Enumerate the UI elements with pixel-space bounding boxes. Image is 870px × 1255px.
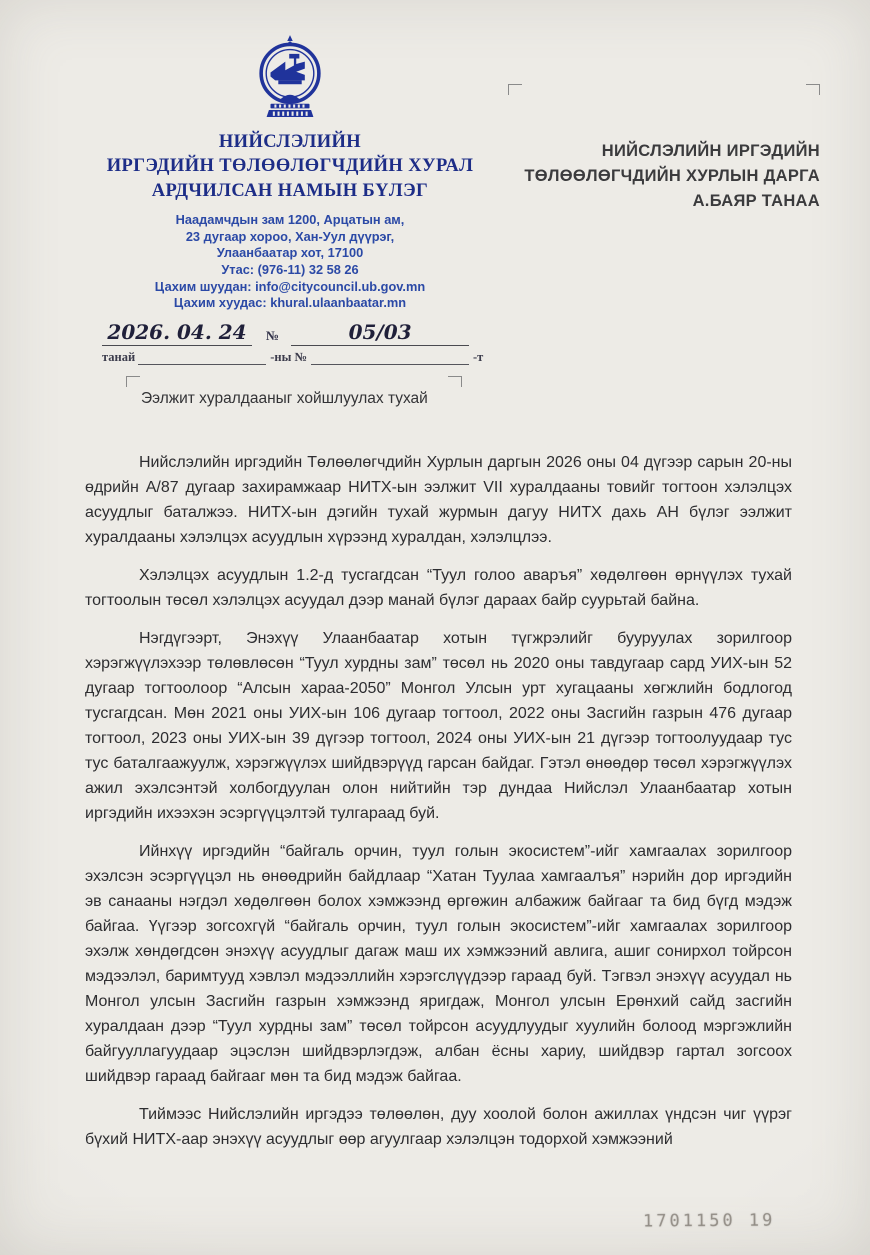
org-name: [88, 130, 492, 203]
phone-line: Утас: (976-11) 32 58 26: [221, 262, 359, 278]
stamp-number: 1701150 19: [642, 1210, 776, 1232]
reference-row: [102, 350, 492, 365]
reference-blank: [311, 364, 469, 365]
org-name-line: ИРГЭДИЙН ТӨЛӨӨЛӨГЧДИЙН ХУРАЛ: [106, 156, 474, 177]
letterhead: [88, 34, 492, 365]
date-field: [102, 320, 252, 346]
address-line: Наадамчдын зам 1200, Арцатын ам,: [175, 212, 405, 228]
address-line: 23 дугаар хороо, Хан-Уул дүүрэг,: [185, 228, 395, 244]
handwritten-doc-number: 05/03: [348, 319, 412, 344]
reference-prefix-label: танай: [102, 349, 136, 364]
corner-bracket-icon: [508, 84, 522, 95]
recipient-line: А.БАЯР ТАНАА: [692, 192, 820, 211]
recipient-line: НИЙСЛЭЛИЙН ИРГЭДИЙН: [601, 142, 820, 160]
website-line: Цахим хуудас: khural.ulaanbaatar.mn: [173, 295, 407, 311]
address-block: [88, 212, 492, 312]
khural-emblem-icon: [251, 34, 329, 122]
logo-wrap: [88, 34, 492, 126]
corner-bracket-icon: [448, 376, 462, 387]
subject-line: Ээлжит хуралдааныг хойшлуулах тухай: [141, 390, 428, 407]
body-paragraph: Тиймээс Нийслэлийн иргэдээ төлөөлөн, дуу хоолой болон ажиллах үндсэн чиг үүрэг бүхий НИТХ-аар энэхүү асуудлыг өөр агуулгаар хэлэлцэн тодорхой хэмжээний: [85, 1106, 792, 1148]
body-paragraph: Хэлэлцэх асуудлын 1.2-д тусгагдсан “Туул голоо аваръя” хөдөлгөөн өрнүүлэх тухай тогтоолын төсөл хэлэлцэх асуудал дээр манай бүлэг дараах байр суурьтай байна.: [85, 567, 792, 609]
email-line: Цахим шуудан: info@citycouncil.ub.gov.mn: [154, 278, 426, 294]
corner-bracket-icon: [126, 376, 140, 387]
registration-lines: [88, 320, 492, 365]
handwritten-date: 2026. 04. 24: [107, 319, 247, 344]
recipient-line: ТӨЛӨӨЛӨГЧДИЙН ХУРЛЫН ДАРГА: [524, 167, 820, 186]
date-number-row: [102, 320, 492, 346]
org-name-line: АРДЧИЛСАН НАМЫН БҮЛЭГ: [151, 180, 429, 201]
reference-suffix-label: -т: [473, 349, 484, 364]
address-line: Улаанбаатар хот, 17100: [216, 245, 364, 261]
body-paragraph: Ийнхүү иргэдийн “байгаль орчин, туул голын экосистем”-ийг хамгаалах зорилгоор эхэлсэн эсэргүүцэл нь өнөөдрийн байдлаар “Хатан Туулаа хамгаалъя” нэрийн дор иргэдийн эв санааны нэгдэл хөдөлгөөн болох хэмжээнд өргөжин албажиж байгааг та бид бүгд мэдэж байгаа. Үүгээр зогсохгүй “байгаль орчин, туул голын экосистем”-ийг хамгаалах зорилгоор эхэлж хөндөгдсөн энэхүү асуудлыг дагаж маш их хэмжээний авлига, ашиг сонирхол тойрсон мэдээлэл, баримтууд хэвлэл мэдээллийн хэрэгслүүдээр гараад буй. Тэгвэл энэхүү асуудал нь Монгол улсын Засгийн газрын хэмжээнд яригдаж, Монгол улсын Ерөнхий сайд засгийн хуралдаан дээр “Туул хурдны зам” төсөл тойрсон асуудлуудыг хуулийн болоод мэргэжлийн байгууллагуудаар эцэслэн шийдвэрлэгдэж, албан ёсны хариу, шийдвэр гартал зогсоох шийдвэр гараад байгааг мөн та бид мэдэж байгаа.: [85, 843, 792, 1085]
recipient-block: [524, 139, 820, 214]
number-sign: №: [266, 327, 280, 343]
reference-blank: [138, 364, 266, 365]
body-paragraph: Нэгдүгээрт, Энэхүү Улаанбаатар хотын түгжрэлийг бууруулах зорилгоор хэрэгжүүлэхээр төлөвлөсөн “Туул хурдны зам” төсөл нь 2020 оны тавдугаар сард УИХ-ын 52 дугаар тогтоолоор “Алсын хараа-2050” Монгол Улсын урт хугацааны хөгжлийн бодлогод тусгагдсан. Мөн 2021 оны УИХ-ын 106 дугаар тогтоол, 2022 оны Засгийн газрын 476 дугаар тогтоол, 2023 оны УИХ-ын 39 дүгээр тогтоол, 2024 оны УИХ-ын 21 дүгээр тогтоолуудаар тус тус баталгаажуулж, хэрэгжүүлэх шийдвэрүүд гарсан байдаг. Гэтэл өнөөдөр төсөл хэрэгжүүлэх ажил эхэлсэнтэй холбогдуулан олон нийтийн тэр дундаа Нийслэл Улаанбаатар хотын иргэдийн ихээхэн эсэргүүцэлтэй тулгараад буй.: [85, 630, 792, 822]
letter-body: [85, 450, 792, 1165]
doc-number-field: [291, 320, 469, 346]
body-paragraph: Нийслэлийн иргэдийн Төлөөлөгчдийн Хурлын даргын 2026 оны 04 дүгээр сарын 20-ны өдрийн А/87 дугаар захирамжаар НИТХ-ын ээлжит VII хуралдааны товийг тогтоон хэлэлцэх асуудлыг баталжээ. НИТХ-ын дэгийн тухай журмын дагуу НИТХ дахь АН бүлэг ээлжит хуралдааны хэлэлцэх асуудлын хүрээнд хуралдан, хэлэлцлээ.: [85, 454, 792, 546]
corner-bracket-icon: [806, 84, 820, 95]
reference-middle-label: -ны №: [270, 349, 308, 364]
org-name-line: НИЙСЛЭЛИЙН: [218, 132, 362, 152]
